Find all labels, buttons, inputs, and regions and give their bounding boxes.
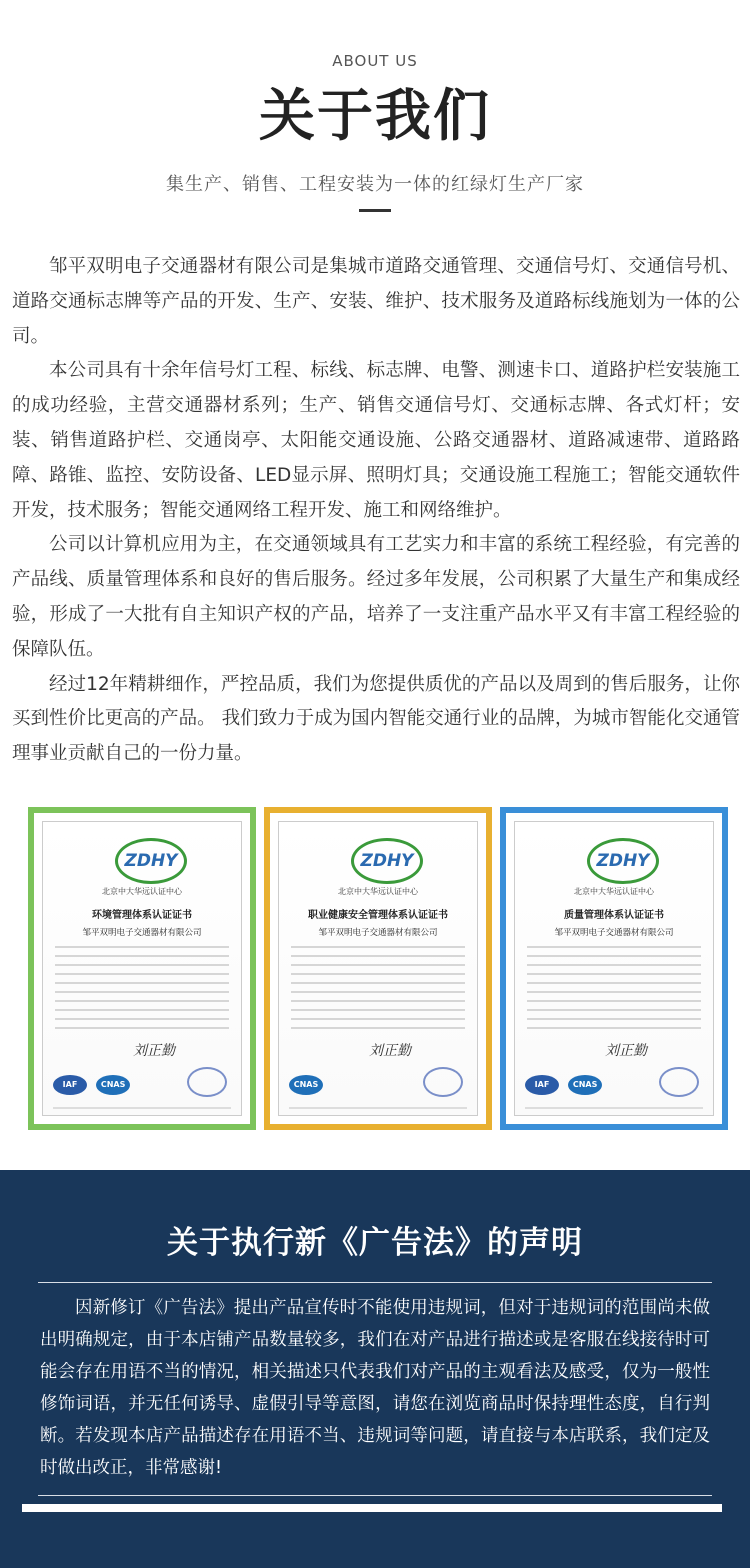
certificate-title: 环境管理体系认证证书 [92, 910, 192, 921]
about-divider [359, 209, 391, 212]
certification-seal-icon [187, 1067, 227, 1097]
certificate-occupational-health [264, 807, 492, 1130]
cnas-badge: CNAS [289, 1075, 323, 1095]
about-title-en: ABOUT US [332, 52, 418, 70]
zdhy-logo: ZDHY [115, 838, 187, 884]
notice-bottom-bar [22, 1504, 722, 1512]
intro-text [12, 250, 740, 772]
certificate-company: 邹平双明电子交通器材有限公司 [82, 928, 202, 938]
intro-paragraph-4: 经过12年精耕细作，严控品质，我们为您提供质优的产品以及周到的售后服务，让你买到性价比更高的产品。 我们致力于成为国内智能交通行业的品牌，为城市智能化交通管理事业贡献自己的一份力量。 [12, 673, 740, 765]
intro-paragraph-3: 公司以计算机应用为主，在交通领域具有工艺实力和丰富的系统工程经验，有完善的产品线、质量管理体系和良好的售后服务。经过多年发展，公司积累了大量生产和集成经验，形成了一大批有自主知识产权的产品，培养了一支注重产品水平又有丰富工程经验的保障队伍。 [12, 534, 740, 660]
about-subtitle: 集生产、销售、工程安装为一体的红绿灯生产厂家 [166, 174, 584, 195]
ad-law-notice [0, 1170, 750, 1568]
certificate-detail-lines [55, 946, 229, 1036]
certificate-signature: 刘正勤 [133, 1043, 175, 1059]
iaf-badge: IAF [525, 1075, 559, 1095]
cnas-badge: CNAS [96, 1075, 130, 1095]
notice-bottom-rule [38, 1495, 712, 1496]
certificate-org: 北京中大华远认证中心 [574, 887, 654, 896]
notice-top-rule [38, 1282, 712, 1283]
certificate-footer [53, 1107, 231, 1109]
cnas-badge: CNAS [568, 1075, 602, 1095]
certification-seal-icon [659, 1067, 699, 1097]
certificate-detail-lines [291, 946, 465, 1036]
certificate-title: 质量管理体系认证证书 [564, 910, 664, 921]
zdhy-logo: ZDHY [351, 838, 423, 884]
certificates [28, 807, 728, 1130]
certificate-org: 北京中大华远认证中心 [338, 887, 418, 896]
zdhy-logo: ZDHY [587, 838, 659, 884]
certificate-signature: 刘正勤 [369, 1043, 411, 1059]
intro-paragraph-2: 本公司具有十余年信号灯工程、标线、标志牌、电警、测速卡口、道路护栏安装施工的成功经验，主营交通器材系列；生产、销售交通信号灯、交通标志牌、各式灯杆；安装、销售道路护栏、交通岗亭、太阳能交通设施、公路交通器材、道路减速带、道路路障、路锥、监控、安防设备、LED显示屏、照明灯具；交通设施工程施工；智能交通软件开发，技术服务；智能交通网络工程开发、施工和网络维护。 [12, 360, 740, 521]
certificate-title: 职业健康安全管理体系认证证书 [308, 910, 448, 921]
notice-title: 关于执行新《广告法》的声明 [167, 1225, 583, 1261]
certificate-environment [28, 807, 256, 1130]
certificate-inner [42, 821, 242, 1116]
certificate-company: 邹平双明电子交通器材有限公司 [318, 928, 438, 938]
certificate-inner [278, 821, 478, 1116]
intro-paragraph-1: 邹平双明电子交通器材有限公司是集城市道路交通管理、交通信号灯、交通信号机、道路交通标志牌等产品的开发、生产、安装、维护、技术服务及道路标线施划为一体的公司。 [12, 256, 740, 347]
certificate-detail-lines [527, 946, 701, 1036]
certification-seal-icon [423, 1067, 463, 1097]
certificate-quality [500, 807, 728, 1130]
certificate-footer [289, 1107, 467, 1109]
iaf-badge: IAF [53, 1075, 87, 1095]
certificate-footer [525, 1107, 703, 1109]
certificate-inner [514, 821, 714, 1116]
certificate-org: 北京中大华远认证中心 [102, 887, 182, 896]
notice-body: 因新修订《广告法》提出产品宣传时不能使用违规词，但对于违规词的范围尚未做出明确规定，由于本店铺产品数量较多，我们在对产品进行描述或是客服在线接待时可能会存在用语不当的情况，相关描述只代表我们对产品的主观看法及感受，仅为一般性修饰词语，并无任何诱导、虚假引导等意图，请您在浏览商品时保持理性态度，自行判断。若发现本店产品描述存在用语不当、违规词等问题，请直接与本店联系，我们定及时做出改正，非常感谢! [40, 1298, 710, 1478]
certificate-company: 邹平双明电子交通器材有限公司 [554, 928, 674, 938]
certificate-signature: 刘正勤 [605, 1043, 647, 1059]
about-title-cn: 关于我们 [259, 84, 491, 149]
